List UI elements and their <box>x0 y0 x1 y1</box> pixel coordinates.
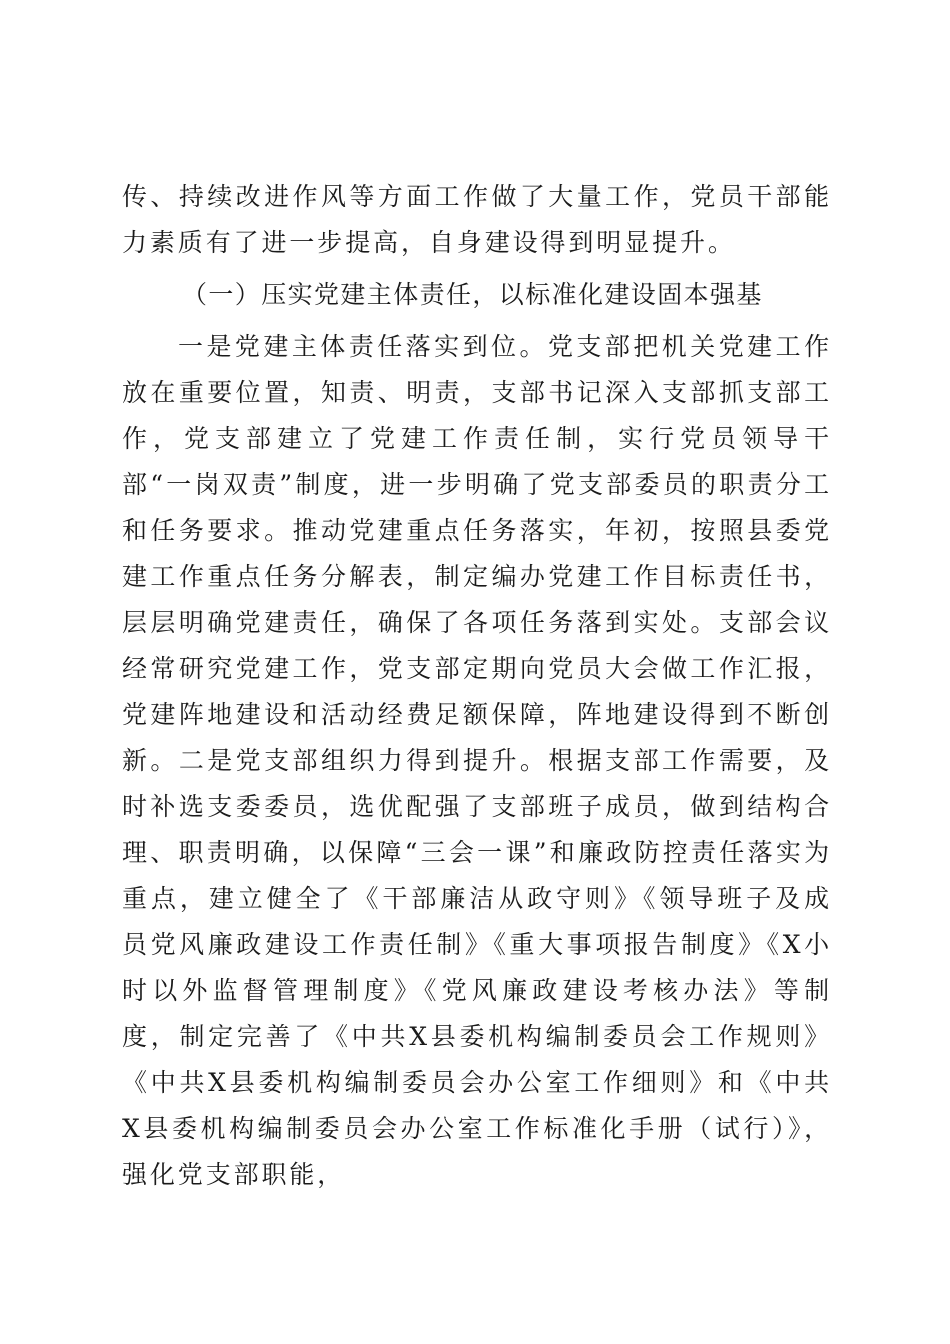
paragraph-body: 一是党建主体责任落实到位。党支部把机关党建工作放在重要位置，知责、明责，支部书记深入支部抓支部工作，党支部建立了党建工作责任制，实行党员领导干部“一岗双责”制度，进一步明确了党支部委员的职责分工和任务要求。推动党建重点任务落实，年初，按照县委党建工作重点任务分解表，制定编办党建工作目标责任书，层层明确党建责任，确保了各项任务落到实处。支部会议经常研究党建工作，党支部定期向党员大会做工作汇报，党建阵地建设和活动经费足额保障，阵地建设得到不断创新。二是党支部组织力得到提升。根据支部工作需要，及时补选支委委员，选优配强了支部班子成员，做到结构合理、职责明确，以保障“三会一课”和廉政防控责任落实为重点，建立健全了《干部廉洁从政守则》《领导班子及成员党风廉政建设工作责任制》《重大事项报告制度》《X小时以外监督管理制度》《党风廉政建设考核办法》等制度，制定完善了《中共X县委机构编制委员会工作规则》《中共X县委机构编制委员会办公室工作细则》和《中共X县委机构编制委员会办公室工作标准化手册（试行）》，强化党支部职能， <box>122 332 832 1189</box>
section-heading: （一）压实党建主体责任，以标准化建设固本强基 <box>182 280 763 309</box>
document-body <box>122 174 832 1204</box>
paragraph-continuation: 传、持续改进作风等方面工作做了大量工作，党员干部能力素质有了进一步提高，自身建设得到明显提升。 <box>122 182 832 257</box>
